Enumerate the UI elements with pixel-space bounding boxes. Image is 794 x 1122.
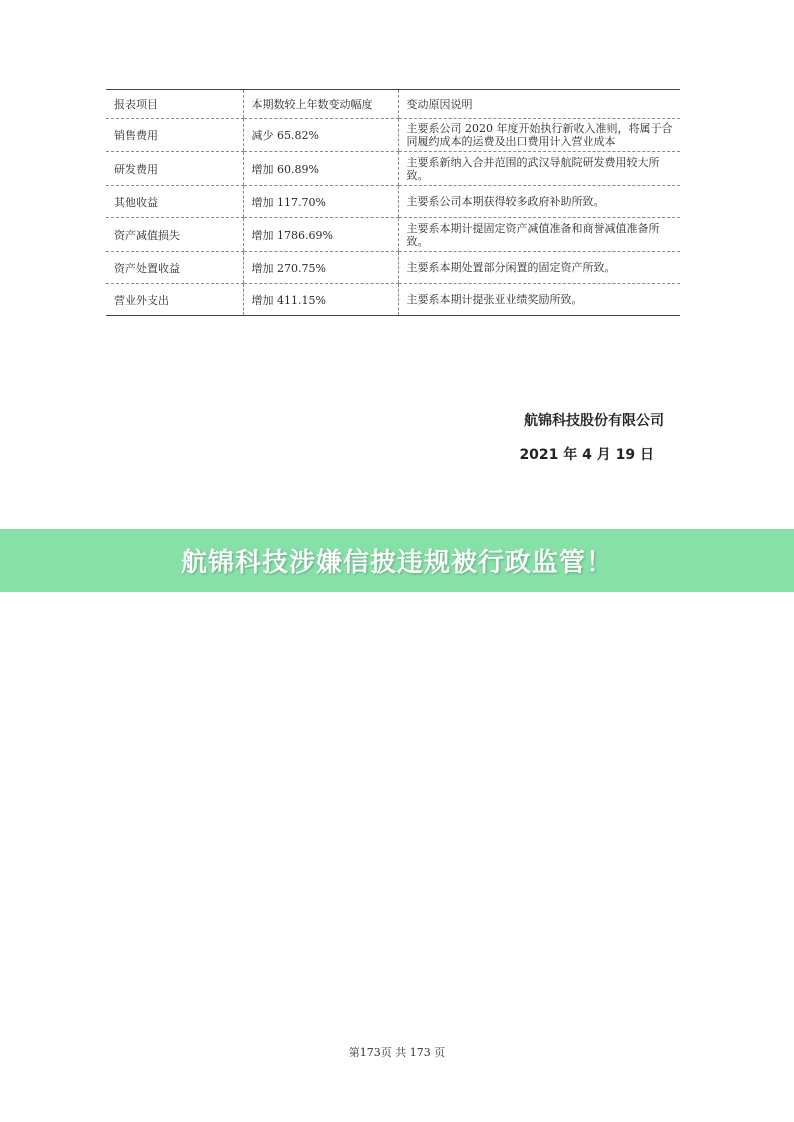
headline-text: 航锦科技涉嫌信披违规被行政监管！ [180,548,613,578]
change-explanation-table [106,89,680,316]
row-reason: 主要系本期处置部分闲置的固定资产所致。 [398,252,680,284]
row-reason: 主要系公司本期获得较多政府补助所致。 [398,186,680,218]
headline-banner [0,529,794,592]
table-row [106,252,680,284]
company-name: 航锦科技股份有限公司 [524,413,664,429]
table-row [106,119,680,152]
table-header-row [106,90,680,119]
row-change: 增加 270.75% [243,252,398,284]
row-reason: 主要系本期计提张亚业绩奖励所致。 [398,284,680,316]
row-change: 减少 65.82% [243,119,398,152]
table-row [106,284,680,316]
header-reason: 变动原因说明 [398,90,680,119]
row-item: 销售费用 [106,119,243,152]
signature-date: 2021 年 4 月 19 日 [519,447,654,463]
row-change: 增加 411.15% [243,284,398,316]
header-item: 报表项目 [106,90,243,119]
signature-block [519,410,664,464]
row-change: 增加 1786.69% [243,218,398,252]
row-item: 其他收益 [106,186,243,218]
row-reason: 主要系本期计提固定资产减值准备和商誉减值准备所致。 [398,218,680,252]
page-number: 第173页 共 173 页 [348,1046,446,1059]
header-change: 本期数较上年数变动幅度 [243,90,398,119]
row-reason: 主要系公司 2020 年度开始执行新收入准则，将属于合同履约成本的运费及出口费用计入营业成本 [398,119,680,152]
row-change: 增加 117.70% [243,186,398,218]
row-change: 增加 60.89% [243,152,398,186]
row-item: 资产减值损失 [106,218,243,252]
table-row [106,152,680,186]
row-item: 营业外支出 [106,284,243,316]
row-item: 研发费用 [106,152,243,186]
row-item: 资产处置收益 [106,252,243,284]
table-row [106,218,680,252]
row-reason: 主要系新纳入合并范围的武汉导航院研发费用较大所致。 [398,152,680,186]
table-row [106,186,680,218]
